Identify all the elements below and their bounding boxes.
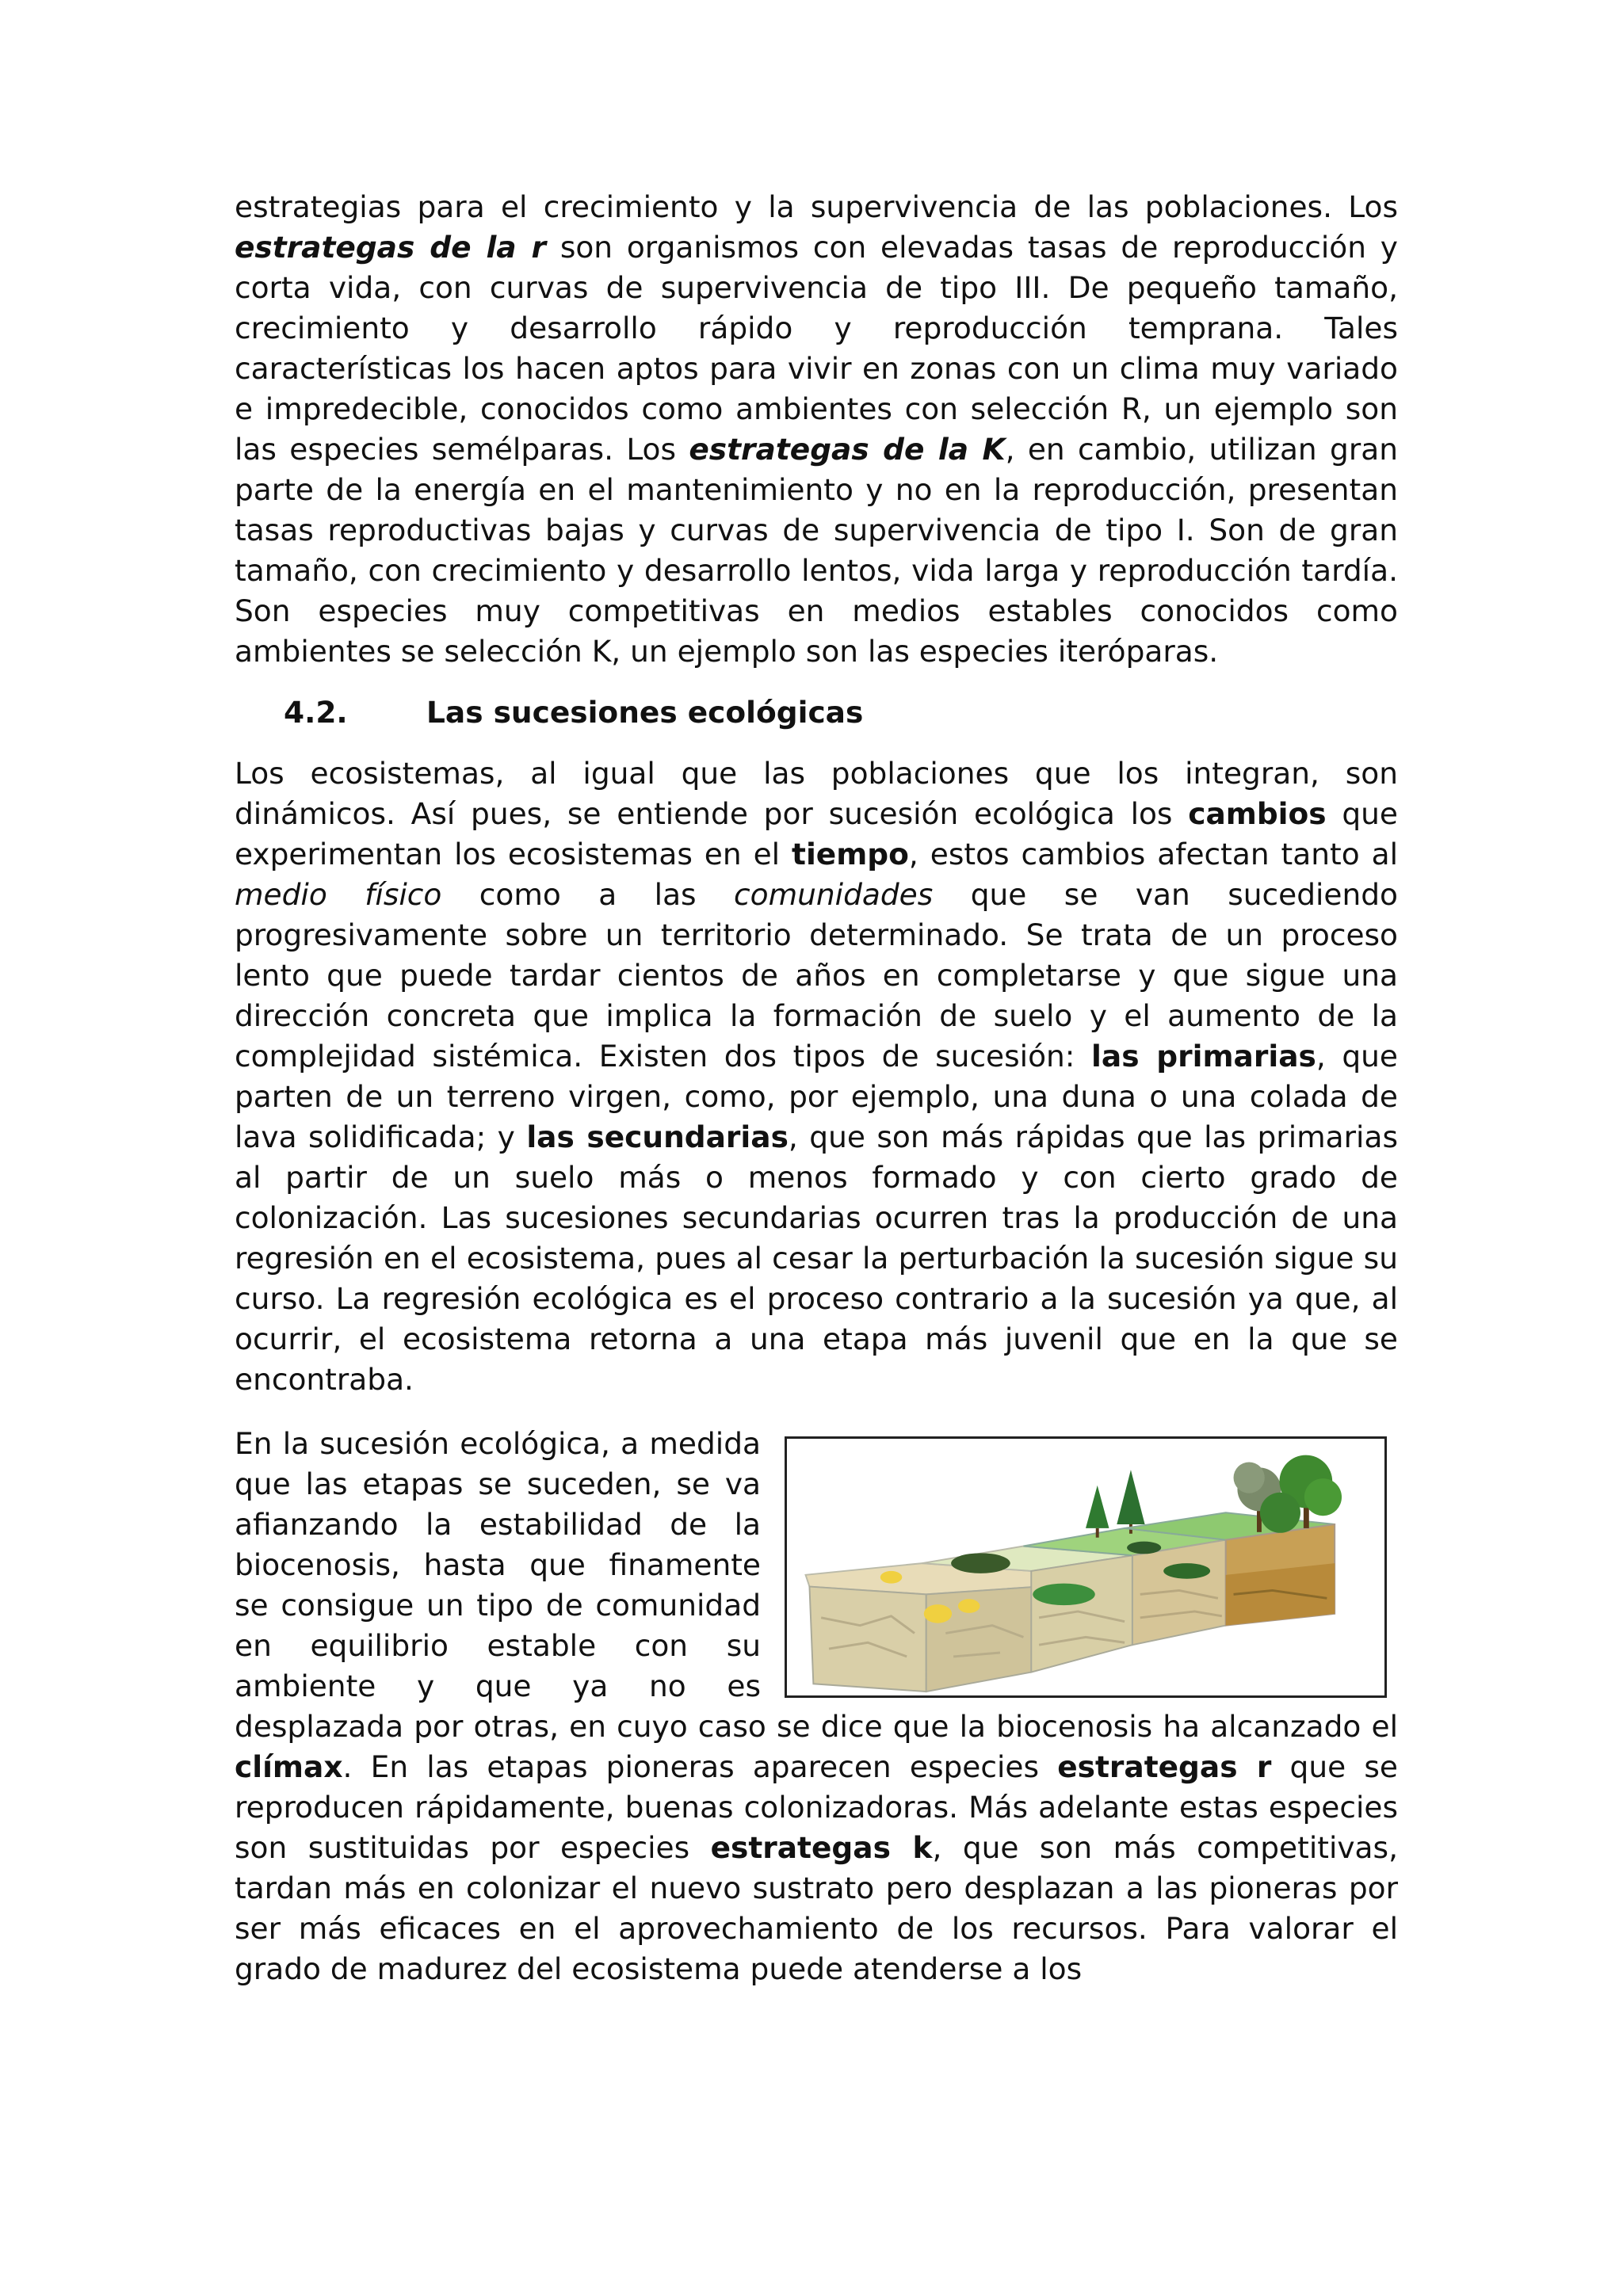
succession-illustration (785, 1436, 1387, 1698)
section-title: Las sucesiones ecológicas (426, 695, 864, 730)
section-number: 4.2. (284, 695, 348, 730)
term-r-strategists: estrategas de la r (235, 230, 547, 265)
paragraph-climax: En la sucesión ecológica, a medida que las etapas se suceden, se va afianzando la estabilidad de la biocenosis, hasta que finamente se consigue un tipo de comunidad en equilibrio estable con su ambiente y que ya no es desplazada por otras, en cuyo caso se dice que la biocenosis ha alcanzado el clímax. En las etapas pioneras aparecen especies estrategas r que se reproducen rápidamente, buenas colonizadoras. Más adelante estas especies son sustituidas por especies estrategas k, que son más competitivas, tardan más en colonizar el nuevo sustrato pero desplazan a las pioneras por ser más eficaces en el aprovechamiento de los recursos. Para valorar el grado de madurez del ecosistema puede atenderse a los (235, 1426, 1398, 1986)
term-k-strategists: estrategas de la K (689, 432, 1006, 467)
paragraph-r-k-strategies: estrategias para el crecimiento y la supervivencia de las poblaciones. Los estrategas de la r son organismos con elevadas tasas de reproducción y corta vida, con curvas de supervivencia de tipo III. De pequeño tamaño, crecimiento y desarrollo rápido y reproducción temprana. Tales características los hacen aptos para vivir en zonas con un clima muy variado e impredecible, conocidos como ambientes con selección R, un ejemplo son las especies semélparas. Los estrategas de la K, en cambio, utilizan gran parte de la energía en el mantenimiento y no en la reproducción, presentan tasas reproductivas bajas y curvas de supervivencia de tipo I. Son de gran tamaño, con crecimiento y desarrollo lentos, vida larga y reproducción tardía. Son especies muy competitivas en medios estables conocidos como ambientes se selección K, un ejemplo son las especies iteróparas. (235, 189, 1398, 669)
paragraph-succession-intro: Los ecosistemas, al igual que las poblaciones que los integran, son dinámicos. Así pues, se entiende por sucesión ecológica los cambios que experimentan los ecosistemas en el tiempo, estos cambios afectan tanto al medio físico como a las comunidades que se van sucediendo progresivamente sobre un territorio determinado. Se trata de un proceso lento que puede tardar cientos de años en completarse y que sigue una dirección concreta que implica la formación de suelo y el aumento de la complejidad sistémica. Existen dos tipos de sucesión: las primarias, que parten de un terreno virgen, como, por ejemplo, una duna o una colada de lava solidificada; y las secundarias, que son más rápidas que las primarias al partir de un suelo más o menos formado y con cierto grado de colonización. Las sucesiones secundarias ocurren tras la producción de una regresión en el ecosistema, pues al cesar la perturbación la sucesión sigue su curso. La regresión ecológica es el proceso contrario a la sucesión ya que, al ocurrir, el ecosistema retorna a una etapa más juvenil que en la que se encontraba. (235, 756, 1399, 1397)
document-page (235, 187, 1398, 1989)
section-heading (284, 692, 1398, 733)
